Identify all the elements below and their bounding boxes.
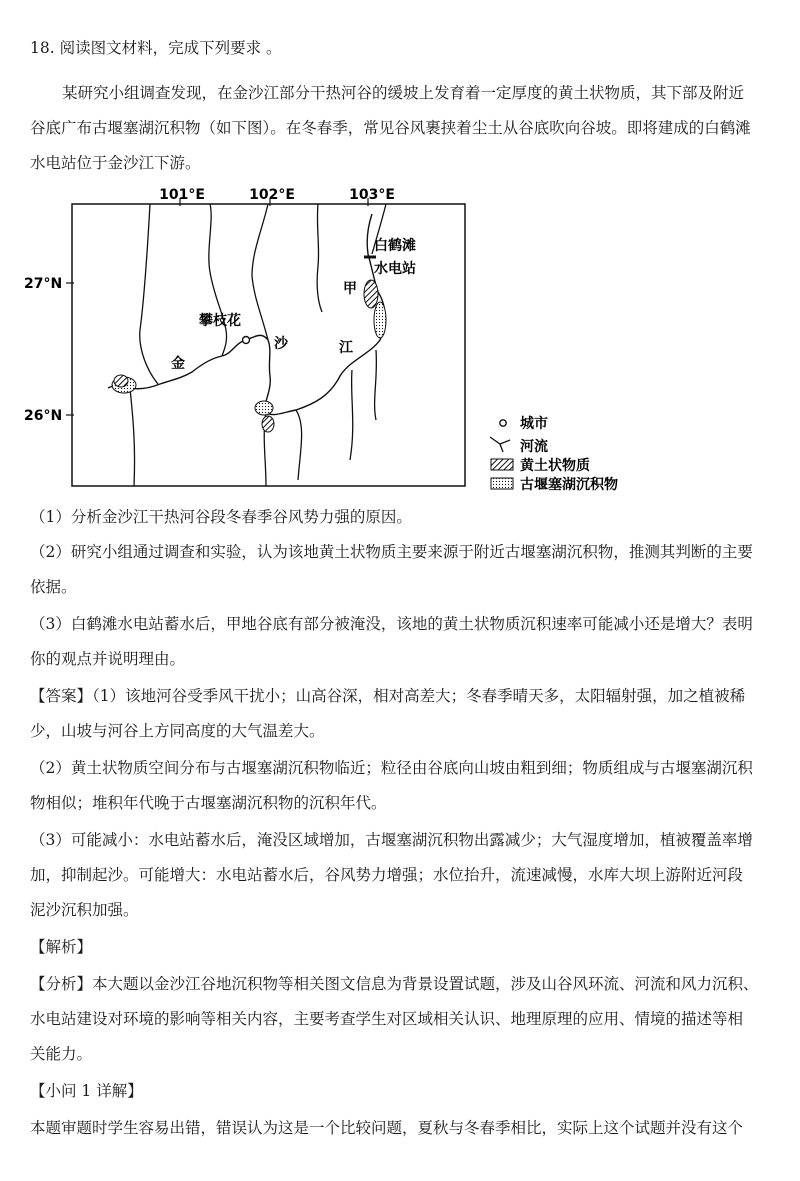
legend-loess-icon bbox=[491, 459, 513, 470]
tributary-river bbox=[140, 204, 158, 384]
intro-line: 某研究小组调查发现，在金沙江部分干热河谷的缓坡上发育着一定厚度的黄土状物质，其下部及附近 bbox=[62, 84, 745, 102]
city-label: 攀枝花 bbox=[199, 313, 241, 329]
lon-label: 103°E bbox=[349, 187, 395, 203]
question-3-line: （3）白鹤滩水电站蓄水后，甲地谷底有部分被淹没，该地的黄土状物质沉积速率可能减小还是增大？表明 bbox=[30, 615, 753, 633]
analysis-line: 关能力。 bbox=[30, 1045, 93, 1063]
legend-label: 古堰塞湖沉积物 bbox=[520, 477, 618, 493]
answer-line: 泥沙沉积加强。 bbox=[30, 901, 139, 919]
question-1: （1）分析金沙江干热河谷段冬春季谷风势力强的原因。 bbox=[30, 508, 412, 526]
analysis-line: 水电站建设对环境的影响等相关内容，主要考查学生对区域相关认识、地理原理的应用、情境的描述等相 bbox=[30, 1010, 744, 1028]
map-legend bbox=[490, 415, 618, 493]
answer-line: 加，抑制起沙。可能增大：水电站蓄水后，谷风势力增强；水位抬升，流速减慢，水库大坝上游附近河段 bbox=[30, 866, 744, 884]
answer-line: 【答案】（1）该地河谷受季风干扰小；山高谷深，相对高差大；冬春季晴天多，太阳辐射强，加之植被稀 bbox=[30, 687, 746, 705]
question-3-line: 你的观点并说明理由。 bbox=[30, 650, 186, 668]
question-title: 18. 阅读图文材料，完成下列要求 。 bbox=[30, 39, 282, 57]
answer-line: 物相似；堆积年代晚于古堰塞湖沉积物的沉积年代。 bbox=[30, 794, 387, 812]
answer-line: 少，山坡与河谷上方同高度的大气温差大。 bbox=[30, 722, 325, 740]
lake-sediment-area bbox=[374, 302, 386, 338]
river-label: 金 bbox=[171, 356, 185, 372]
tributary-river bbox=[209, 204, 227, 356]
analysis-line: 【分析】本大题以金沙江谷地沉积物等相关图文信息为背景设置试题，涉及山谷风环流、河流和风力沉积、 bbox=[30, 975, 759, 993]
map-figure bbox=[0, 180, 800, 500]
loess-area bbox=[364, 280, 378, 308]
river-label: 沙 bbox=[274, 336, 288, 352]
intro-line: 谷底广布古堰塞湖沉积物（如下图）。在冬春季，常见谷风裹挟着尘土从谷底吹向谷坡。即将建成的白鹤滩 bbox=[30, 119, 751, 137]
question-2-line: 依据。 bbox=[30, 578, 77, 596]
answer-line: （2）黄土状物质空间分布与古堰塞湖沉积物临近；粒径由谷底向山坡由粗到细；物质组成与古堰塞湖沉积 bbox=[30, 759, 753, 777]
station-label: 白鹤滩 bbox=[374, 238, 416, 254]
legend-sediment-icon bbox=[491, 478, 513, 489]
lat-label: 27°N bbox=[24, 276, 63, 292]
loess-area bbox=[114, 375, 128, 387]
answer-line: （3）可能减小：水电站蓄水后，淹没区域增加，古堰塞湖沉积物出露减少；大气湿度增加，植被覆盖率增 bbox=[30, 831, 753, 849]
intro-line: 水电站位于金沙江下游。 bbox=[30, 154, 201, 172]
legend-city-icon bbox=[500, 420, 506, 426]
coordinate-ticks bbox=[66, 198, 368, 415]
site-label: 甲 bbox=[343, 281, 357, 297]
legend-label: 黄土状物质 bbox=[520, 458, 590, 474]
analysis-heading: 【解析】 bbox=[30, 938, 93, 956]
analysis-line: 本题审题时学生容易出错，错误认为这是一个比较问题，夏秋与冬春季相比，实际上这个试题并没有这个 bbox=[30, 1119, 744, 1137]
lon-label: 101°E bbox=[159, 187, 205, 203]
river-label: 江 bbox=[339, 340, 353, 356]
lat-label: 26°N bbox=[24, 408, 63, 424]
question-2-line: （2）研究小组通过调查和实验，认为该地黄土状物质主要来源于附近古堰塞湖沉积物，推测其判断的主要 bbox=[30, 543, 753, 561]
lon-label: 102°E bbox=[249, 187, 295, 203]
legend-river-icon bbox=[490, 437, 510, 452]
loess-area bbox=[262, 416, 274, 432]
tributary-river bbox=[350, 370, 353, 460]
legend-label: 河流 bbox=[520, 439, 548, 455]
analysis-subheading: 【小问 1 详解】 bbox=[30, 1082, 143, 1100]
tributary-river bbox=[317, 204, 322, 312]
station-label: 水电站 bbox=[374, 261, 416, 277]
tributary-river bbox=[375, 350, 377, 420]
tributary-river bbox=[296, 410, 302, 480]
lake-sediment-area bbox=[255, 401, 273, 415]
legend-label: 城市 bbox=[520, 416, 548, 432]
tributary-river bbox=[130, 388, 135, 486]
city-icon bbox=[243, 337, 250, 344]
jinsha-river bbox=[108, 214, 385, 415]
tributary-river bbox=[252, 204, 268, 340]
